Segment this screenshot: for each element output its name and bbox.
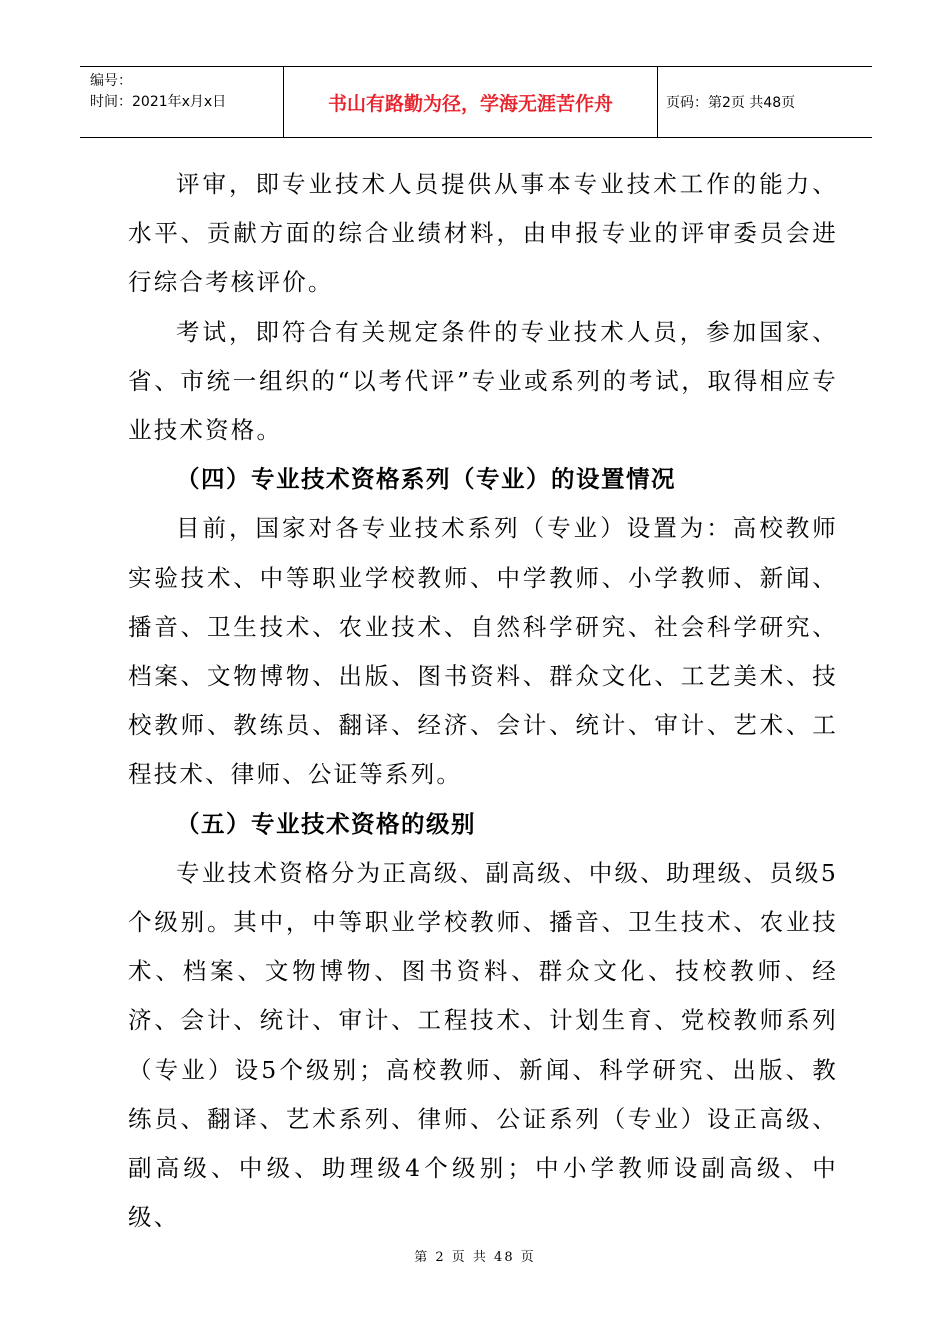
paragraph: 专业技术资格分为正高级、副高级、中级、助理级、员级5个级别。其中，中等职业学校教师、播音、卫生技术、农业技术、档案、文物博物、图书资料、群众文化、技校教师、经济、会计、统计、审计、工程技术、计划生育、党校教师系列（专业）设5个级别；高校教师、新闻、科学研究、出版、教练员、翻译、艺术系列、律师、公证系列（专业）设正高级、副高级、中级、助理级4个级别；中小学教师设副高级、中级、 — [128, 858, 838, 1232]
header-motto: 书山有路勤为径，学海无涯苦作舟 — [284, 67, 658, 137]
section-heading: （五）专业技术资格的级别 — [176, 809, 476, 838]
document-body — [128, 160, 838, 1242]
page-footer: 第 2 页 共 48 页 — [414, 1250, 536, 1265]
paragraph: 目前，国家对各专业技术系列（专业）设置为：高校教师实验技术、中等职业学校教师、中学教师、小学教师、新闻、播音、卫生技术、农业技术、自然科学研究、社会科学研究、档案、文物博物、出版、图书资料、群众文化、工艺美术、技校教师、教练员、翻译、经济、会计、统计、审计、艺术、工程技术、律师、公证等系列。 — [128, 514, 838, 789]
paragraph: 评审，即专业技术人员提供从事本专业技术工作的能力、水平、贡献方面的综合业绩材料，由申报专业的评审委员会进行综合考核评价。 — [128, 170, 838, 297]
header-meta — [80, 67, 284, 137]
page-header — [80, 66, 872, 138]
paragraph: 考试，即符合有关规定条件的专业技术人员，参加国家、省、市统一组织的“以考代评”专业或系列的考试，取得相应专业技术资格。 — [128, 317, 838, 445]
section-heading: （四）专业技术资格系列（专业）的设置情况 — [176, 465, 676, 494]
document-date: 时间：2021年x月x日 — [90, 94, 227, 110]
document-number: 编号： — [90, 73, 132, 89]
header-page-info: 页码：第2页 共48页 — [666, 95, 796, 111]
